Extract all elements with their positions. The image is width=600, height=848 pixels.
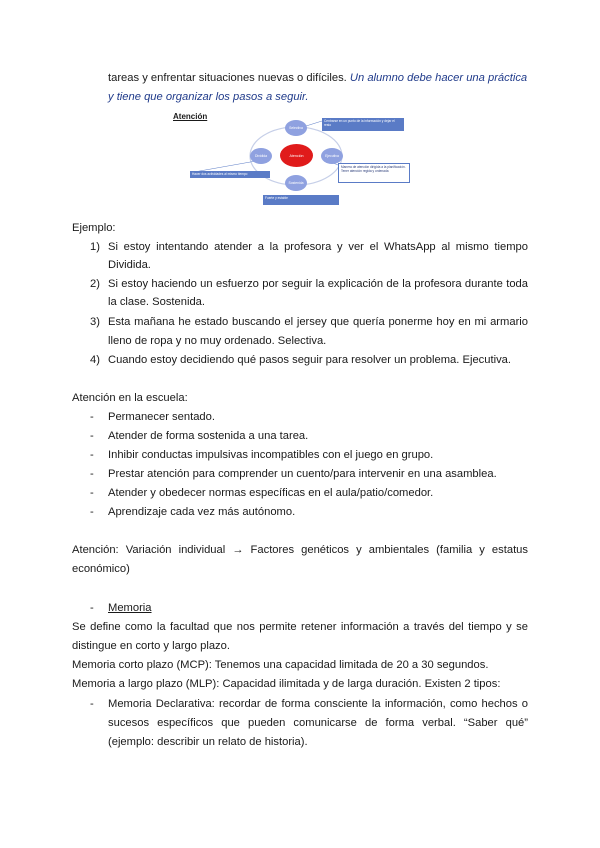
ejemplo-heading: Ejemplo: (72, 222, 116, 234)
diagram-title: Atención (173, 112, 208, 121)
memoria-bullet: - (90, 602, 94, 614)
memoria-heading: Memoria (108, 602, 152, 614)
ejemplo-2-line-1: Si estoy haciendo un esfuerzo por seguir la explicación de la profesora durante toda (108, 278, 528, 290)
ejemplo-1-line-1: Si estoy intentando atender a la profesora y ver el WhatsApp al mismo tiempo (108, 241, 528, 253)
declarativa-line-3: (ejemplo: describir un relato de historia). (108, 736, 308, 748)
ejemplo-num-3: 3) (90, 316, 100, 328)
declarativa-bullet: - (90, 698, 94, 710)
intro-text-plain: tareas y enfrentar situaciones nuevas o difíciles. (108, 72, 347, 84)
ejemplo-num-2: 2) (90, 278, 100, 290)
declarativa-line-2: sucesos específicos que pueden comunicarse de forma verbal. “Saber qué” (108, 717, 528, 729)
escuela-bullet-3: - (90, 449, 94, 461)
diagram-node-bottom: Sostenida (285, 175, 307, 191)
escuela-heading: Atención en la escuela: (72, 392, 188, 404)
ejemplo-4-line-1: Cuando estoy decidiendo qué pasos seguir para resolver un problema. Ejecutiva. (108, 354, 511, 366)
escuela-item-2: Atender de forma sostenida a una tarea. (108, 430, 309, 442)
diagram-node-right: Ejecutiva (321, 148, 343, 164)
escuela-item-3: Inhibir conductas impulsivas incompatibles con el juego en grupo. (108, 449, 434, 461)
diagram-node-top: Selectiva (285, 120, 307, 136)
diagram-node-left: Dividida (250, 148, 272, 164)
ejemplo-1-line-2: Dividida. (108, 259, 151, 271)
intro-line-1 (108, 71, 528, 85)
ejemplo-num-4: 4) (90, 354, 100, 366)
escuela-bullet-4: - (90, 468, 94, 480)
variacion-line-1: Atención: Variación individual → Factores genéticos y ambientales (familia y estatus (72, 544, 528, 556)
diagram-box-left: Hacer dos actividades al mismo tiempo (190, 171, 270, 178)
escuela-item-4: Prestar atención para comprender un cuento/para intervenir en una asamblea. (108, 468, 497, 480)
ejemplo-num-1: 1) (90, 241, 100, 253)
escuela-bullet-2: - (90, 430, 94, 442)
memoria-def-line-1: Se define como la facultad que nos permite retener información a través del tiempo y se (72, 621, 528, 633)
diagram-box-bottom: Fuerte y estable (263, 195, 339, 205)
ejemplo-2-line-2: la clase. Sostenida. (108, 296, 206, 308)
intro-text-italic: Un alumno debe hacer una práctica (349, 72, 528, 84)
attention-diagram (172, 112, 412, 208)
ejemplo-3-line-2: lleno de ropa y no muy ordenado. Selectiva. (108, 335, 327, 347)
escuela-item-6: Aprendizaje cada vez más autónomo. (108, 506, 296, 518)
intro-line-2: y tiene que organizar los pasos a seguir. (108, 91, 309, 103)
variacion-line-2: económico) (72, 563, 130, 575)
diagram-node-center: Atención (280, 144, 313, 167)
memoria-mcp: Memoria corto plazo (MCP): Tenemos una capacidad limitada de 20 a 30 segundos. (72, 659, 489, 671)
ejemplo-3-line-1: Esta mañana he estado buscando el jersey que quería ponerme hoy en mi armario (108, 316, 528, 328)
diagram-box-right: Manera de atención dirigida a la planificación. Tener atención regida y ordenada (338, 163, 410, 183)
memoria-def-line-2: distingue en corto y largo plazo. (72, 640, 230, 652)
diagram-box-top-right: Centrarse en un punto de la información y dejar el resto (322, 118, 404, 131)
escuela-item-1: Permanecer sentado. (108, 411, 215, 423)
declarativa-line-1: Memoria Declarativa: recordar de forma consciente la información, como hechos o (108, 698, 528, 710)
escuela-bullet-1: - (90, 411, 94, 423)
escuela-item-5: Atender y obedecer normas específicas en el aula/patio/comedor. (108, 487, 434, 499)
escuela-bullet-6: - (90, 506, 94, 518)
memoria-mlp: Memoria a largo plazo (MLP): Capacidad ilimitada y de larga duración. Existen 2 tipos: (72, 678, 501, 690)
escuela-bullet-5: - (90, 487, 94, 499)
